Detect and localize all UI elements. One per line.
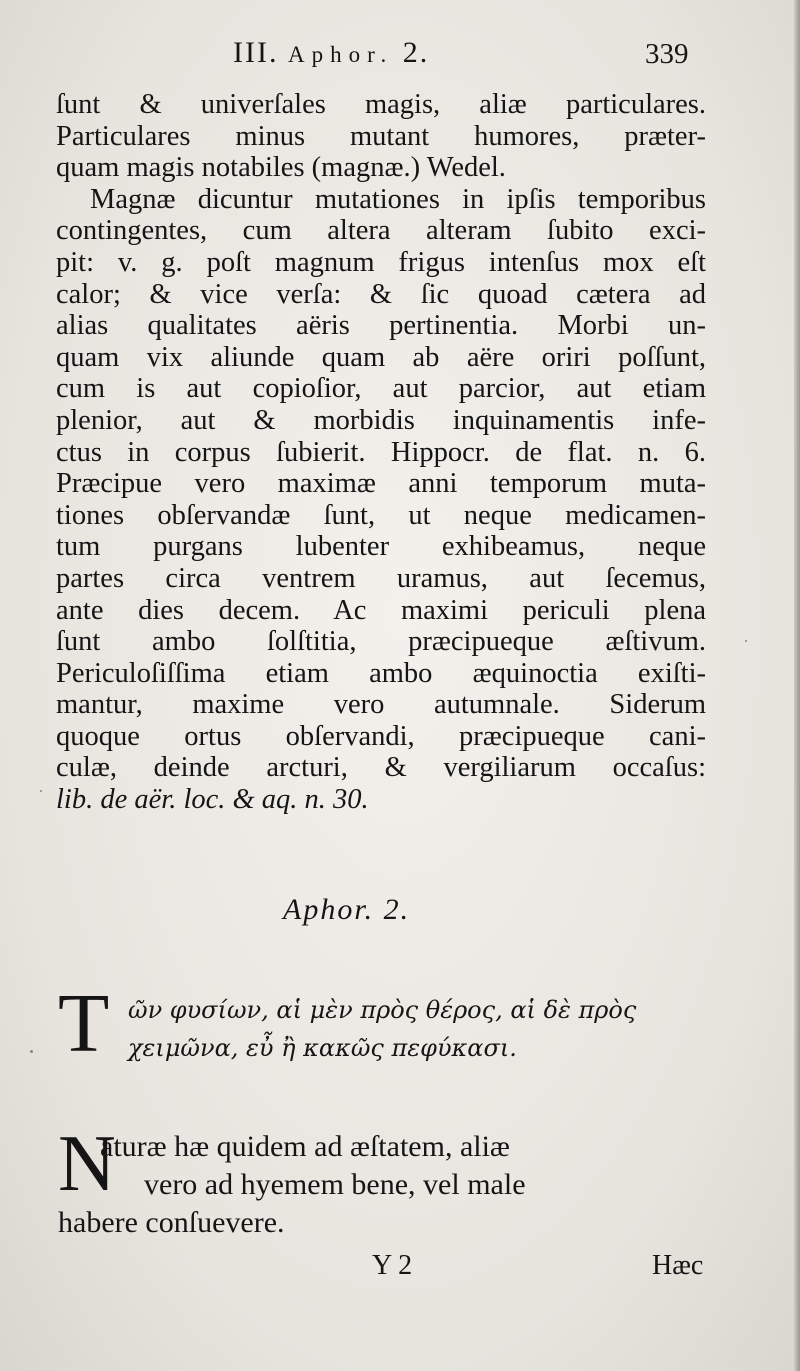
running-title-prefix: III.: [233, 36, 288, 69]
text-line: ſunt & univerſales magis, aliæ particulares.: [56, 89, 706, 120]
paper-speck: [30, 1050, 33, 1053]
page-footer: [0, 1250, 800, 1290]
running-title-caps: Aphor.: [287, 42, 394, 67]
latin-line-3: habere conſuevere.: [58, 1206, 285, 1239]
catchword: Hæc: [652, 1250, 704, 1281]
text-line: calor; & vice verſa: & ſic quoad cætera ad: [56, 278, 706, 310]
section-heading: Aphor. 2.: [283, 893, 411, 926]
paper-speck: [745, 640, 747, 642]
paper-speck: [40, 790, 42, 792]
text-line: contingentes, cum altera alteram ſubito exci-: [56, 215, 706, 247]
latin-translation: [58, 1120, 708, 1240]
text-line: plenior, aut & morbidis inquinamentis infe-: [56, 404, 706, 436]
text-line: quoque ortus obſervandi, præcipueque cani-: [56, 720, 706, 752]
running-title-suffix: 2.: [393, 36, 430, 69]
greek-aphorism: [58, 977, 718, 1070]
text-line: cum is aut copioſior, aut parcior, aut etiam: [56, 373, 706, 405]
text-line: quam vix aliunde quam ab aëre oriri poſſunt,: [56, 341, 706, 373]
text-line: Magnæ dicuntur mutationes in ipſis temporibus: [90, 183, 706, 215]
text-line: ctus in corpus ſubierit. Hippocr. de flat. n. 6.: [56, 436, 706, 468]
signature-mark: Y 2: [372, 1250, 413, 1281]
greek-line-1: ῶν φυσίων, αἱ μὲν πρὸς θέρος, αἱ δὲ πρὸς: [128, 996, 637, 1024]
text-line: ſunt ambo ſolſtitia, præcipueque æſtivum.: [56, 626, 706, 658]
drop-cap-t: T: [58, 977, 110, 1070]
text-line: Particulares minus mutant humores, præter-: [56, 120, 706, 152]
latin-line-2: vero ad hyemem bene, vel male: [144, 1168, 526, 1201]
text-line: ante dies decem. Ac maximi periculi plena: [56, 594, 706, 626]
text-line: tiones obſervandæ ſunt, ut neque medicamen-: [56, 499, 706, 531]
text-line: alias qualitates aëris pertinentia. Morbi un-: [56, 310, 706, 342]
text-line: mantur, maxime vero autumnale. Siderum: [56, 689, 706, 721]
text-line: culæ, deinde arcturi, & vergiliarum occaſus:: [56, 752, 706, 784]
greek-line-2: χειμῶνα, εὖ ἢ κακῶς πεφύκασι.: [128, 1034, 517, 1062]
text-line: pit: v. g. poſt magnum frigus intenſus mox eſt: [56, 246, 706, 278]
running-head: [0, 36, 800, 86]
text-line: quam magis notabiles (magnæ.) Wedel.: [56, 152, 506, 184]
drop-cap-n: N: [58, 1120, 116, 1208]
commentary-text: [56, 89, 706, 816]
text-line: Præcipue vero maximæ anni temporum muta-: [56, 468, 706, 500]
page-edge-shadow: [794, 0, 800, 1371]
text-line: partes circa ventrem uramus, aut ſecemus,: [56, 562, 706, 594]
running-title: [233, 36, 429, 70]
latin-line-1: aturæ hæ quidem ad æſtatem, aliæ: [100, 1130, 510, 1163]
page-number: 339: [645, 38, 689, 70]
text-line: lib. de aër. loc. & aq. n. 30.: [56, 784, 369, 816]
text-line: Periculoſiſſima etiam ambo æquinoctia exiſti-: [56, 657, 706, 689]
text-line: tum purgans lubenter exhibeamus, neque: [56, 531, 706, 563]
